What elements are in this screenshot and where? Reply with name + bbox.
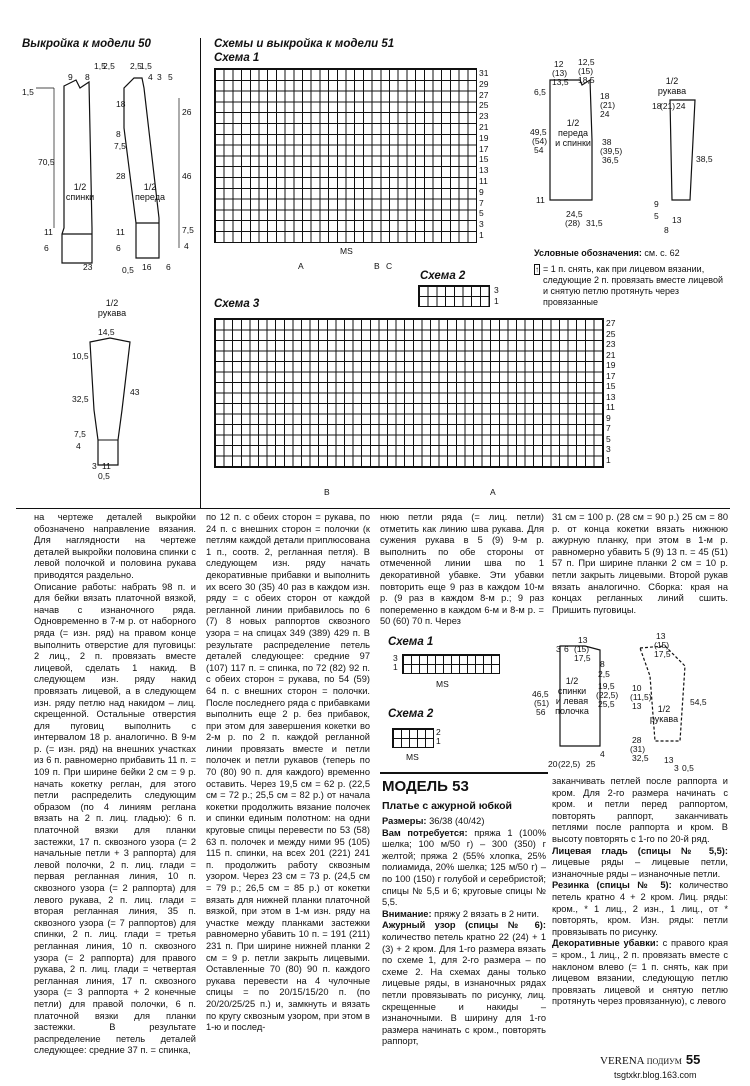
p50-dim-11b: 11 xyxy=(116,227,125,237)
s3-row: 21 xyxy=(606,349,616,360)
m53-dim-31: (31) xyxy=(630,744,646,754)
p50-dim-6c: 6 xyxy=(166,262,171,272)
p51-dim-18: 18 xyxy=(600,91,610,101)
m53-s2-row2: 2 xyxy=(436,727,441,737)
p51-dim-125: 12,5 xyxy=(578,57,595,67)
m53-dim-6: 6 xyxy=(564,644,569,654)
p50-sleeve-4: 4 xyxy=(76,441,81,451)
p50-dim-05: 0,5 xyxy=(122,265,134,275)
m53-dim-545: 54,5 xyxy=(690,697,707,707)
m53-s1-ms: MS xyxy=(436,679,449,689)
m53-dim-255: 25,5 xyxy=(598,699,615,709)
p50-dim-top-9: 9 xyxy=(68,72,73,82)
m53-dim-13d: 13 xyxy=(664,755,674,765)
scheme1-row-numbers xyxy=(479,68,488,241)
s1-row: 11 xyxy=(479,175,488,186)
p50-dim-6b: 6 xyxy=(116,243,121,253)
p51-dim-54a: (54) xyxy=(532,136,548,146)
p50-dim-top-25a: 2,5 xyxy=(103,61,115,71)
p51-dim-28: (28) xyxy=(565,218,581,228)
m53-c1-h1: Вам потребуется: xyxy=(382,827,468,838)
m53-dim-225: (22,5) xyxy=(596,690,619,700)
p50-sleeve-43: 43 xyxy=(130,387,140,397)
p51-dim-135: 13,5 xyxy=(552,77,569,87)
text-column-2 xyxy=(206,512,370,1034)
m53-dim-4: 4 xyxy=(600,749,605,759)
s3-row: 3 xyxy=(606,444,611,454)
p50-back-label: 1/2 спинки xyxy=(65,182,95,202)
p50-dim-75b: 7,5 xyxy=(182,225,194,235)
s3-row: 7 xyxy=(606,423,611,433)
m53-dim-3b: 3 xyxy=(674,763,679,773)
text-column-1 xyxy=(34,512,196,1057)
p50-sleeve-05: 0,5 xyxy=(98,471,110,481)
m53-s1-row3: 3 xyxy=(393,653,398,663)
m53-dim-51: (51) xyxy=(534,698,550,708)
p50-dim-4: 4 xyxy=(184,241,189,251)
footer xyxy=(600,1052,700,1067)
p50-dim-top-15a: 1,5 xyxy=(94,61,106,71)
scheme2-title: Схема 2 xyxy=(420,270,466,282)
p50-dim-top-4: 4 xyxy=(148,72,153,82)
p50-dim-15: 1,5 xyxy=(22,87,34,97)
s3-row: 15 xyxy=(606,381,616,391)
p51-dim-365: 36,5 xyxy=(602,155,619,165)
p51-dim-sl21: (21) xyxy=(660,101,676,111)
scheme1-mark-c: C xyxy=(386,261,393,271)
p51-dim-11: 11 xyxy=(536,195,545,205)
p51-dim-245: 24,5 xyxy=(566,209,583,219)
p50-front-label: 1/2 переда xyxy=(135,182,165,202)
m53-s2-ms: MS xyxy=(406,752,419,762)
p50-sleeve-3: 3 xyxy=(92,461,97,471)
p50-sleeve-title: 1/2 рукава xyxy=(97,298,127,318)
col2-paragraph: по 12 п. с обеих сторон = рукава, по 24 п. с внешних сторон = полочки (к петлям каждой детали приплюсована 1 п., соотв. 2, регланная петля). В следующем изн. ряду начать декоративные прибавки и выполнить их всего 30 (35) 40 раз в каждом изн. ряду = с обеих сторон от каждой регланной линии прибавилось по 6 (7) 8 новых раппортов сквозного узора = на спицах 349 (389) 429 п. В результате распределение петель деталей следующее: средние 97 (107) 117 п. = спинка, по 72 (82) 92 п. с обеих сторон = рукава, по 54 (59) 64 п. с внешних сторон = полочки. После последнего ряда с прибавками выполнить еще 2 р. без прибавок, при этом для завершения кокетки во 2-м р. по 2 п. каждой регланной линии провязать вместе и петли полочек и петли рукавов (теперь по 70 (80) 90 п. для каждого) временно оставить. Через 19,5 см = 62 р. (22,5 см = 72 р.; 25,5 см = 82 р.) от начала кокетки продолжить вязание полочек и спинки единым полотном: на одни круговые спицы перевести по 53 (58) 63 п. полочек и между ними 95 (105) 115 п. спинки, на всех 201 (221) 241 п. продолжить работу сквозным узором. Через 23 см = 73 р. (24,5 см = 79 р.; 26,5 см = 85 р.) от кокетки вязать для нижней планки платочной вязкой, при этом в 1-м изн. ряду на участке между планками застежки равномерно убавить 10 п. = 191 (211) 231 п. При ширине нижней планки 2 см = 9 р. петли закрыть лицевыми. Оставленные 70 (80) 90 п. каждого рукава перевести на 4 чулочные спицы = по 20/15/15/20 п. (по 20/20/25/25 п.) и, замкнуть и вязать по кругу сквозным узором, при этом в 1-ю и послед- xyxy=(206,512,370,1033)
p51-dim-13: (13) xyxy=(552,68,568,78)
scheme1-mark-b: B xyxy=(374,261,380,271)
col4-paragraph: 31 см = 100 р. (28 см = 90 р.) 25 см = 80 р. от конца кокетки вязать нижнюю ажурную планку, при этом в 1-м р. равномерно убавить 5 (9) 13 п. = 45 (51) 57 п. При ширине планки 2 см = 10 р. петли закрыть лицевыми. Второй рукав вязать аналогично. Сборка: края на концах регланных линий сшить. Пришить пуговицы. xyxy=(552,512,728,615)
s3-row: 25 xyxy=(606,328,616,339)
m53-dim-13b: 13 xyxy=(656,631,666,641)
s1-row: 17 xyxy=(479,143,489,154)
s3-row: 23 xyxy=(606,339,616,349)
model53-col2 xyxy=(552,776,728,1008)
m53-dim-25: 2,5 xyxy=(598,669,610,679)
scheme1-title: Схема 1 xyxy=(214,52,260,64)
pattern51-title: Схемы и выкройка к модели 51 xyxy=(214,38,395,50)
m53-dim-3: 3 xyxy=(556,644,561,654)
m53-c2-t2: количество петель кратно 4 + 2 кром. Лиц. ряды: кром., * 1 лиц., 2 изн., 1 лиц., от * повторять, кром. Изн. ряды: петли провязывать по рисунку. xyxy=(552,880,728,937)
m53-scheme1-grid xyxy=(402,654,500,674)
m53-c2-t0: заканчивать петлей после раппорта и кром. Для 2-го размера начинать с кром. и петли перед раппортом, повторять раппорт, заканчивать петлями после раппорта и кром. В высоту повторять с 1-го по 20-й ряд. xyxy=(552,776,728,844)
legend-ref: см. с. 62 xyxy=(644,248,680,258)
m53-dim-20: 20 xyxy=(548,759,558,769)
s3-row: 27 xyxy=(606,318,616,328)
scheme2-grid xyxy=(418,285,490,307)
m53-scheme1-title: Схема 1 xyxy=(388,636,434,648)
m53-dim-225b: (22,5) xyxy=(558,759,581,769)
model53-title-rule xyxy=(380,772,548,774)
footer-url: tsgtxkr.blog.163.com xyxy=(614,1070,697,1080)
m53-dim-25b: 25 xyxy=(586,759,596,769)
legend-symbol-icon: ↑ xyxy=(535,265,539,274)
text-column-4 xyxy=(552,512,728,616)
m53-dim-115: (11,5) xyxy=(630,692,652,702)
scheme3-mark-b: B xyxy=(324,487,330,497)
p51-dim-9: 9 xyxy=(654,199,659,209)
pattern50-diagram xyxy=(14,58,200,278)
pattern50-title: Выкройка к модели 50 xyxy=(22,38,151,50)
p50-dim-18: 18 xyxy=(116,99,126,109)
s1-row: 13 xyxy=(479,165,489,176)
p51-dim-38: 38 xyxy=(602,137,612,147)
p51-piece-label: 1/2 переда и спинки xyxy=(555,118,591,148)
m53-dim-13c: 13 xyxy=(632,701,642,711)
m53-dim-15b: (15) xyxy=(654,640,670,650)
m53-dim-56: 56 xyxy=(536,707,546,717)
p50-sleeve-105: 10,5 xyxy=(72,351,89,361)
p51-dim-395: (39,5) xyxy=(600,146,623,156)
p51-dim-24: 24 xyxy=(600,109,610,119)
m53-dim-465: 46,5 xyxy=(532,689,549,699)
p51-dim-185: 18,5 xyxy=(578,75,595,85)
m53-piece-label: 1/2 спинки и левая полочка xyxy=(555,676,589,716)
s3-row: 19 xyxy=(606,360,616,370)
m53-c1-h2: Внимание: xyxy=(382,908,432,919)
m53-scheme2-title: Схема 2 xyxy=(388,708,434,720)
s1-row: 29 xyxy=(479,78,489,89)
s1-row: 27 xyxy=(479,89,489,100)
p51-dim-sl18: 18 xyxy=(652,101,662,111)
s1-row: 19 xyxy=(479,132,489,143)
p50-sleeve-145: 14,5 xyxy=(98,327,115,337)
p51-dim-5: 5 xyxy=(654,211,659,221)
s1-row: 1 xyxy=(479,229,484,240)
scheme2-row-1: 1 xyxy=(494,296,499,306)
p50-dim-28: 28 xyxy=(116,171,126,181)
p51-dim-315: 31,5 xyxy=(586,218,603,228)
legend-text: = 1 п. снять, как при лицевом вязании, следующие 2 п. провязать вместе лицевой и снятую петлю протянуть через провязанные xyxy=(543,264,724,307)
m53-c2-t3: с правого края = кром., 1 лиц., 2 п. провязать вместе с наклоном влево (= 1 п. снять, как при лицевом вязании, следующую петлю провязать лицевой и снятую петлю протянуть через провязанную), с левого xyxy=(552,938,728,1007)
p51-dim-sl24: 24 xyxy=(676,101,686,111)
col1-paragraph-2: Описание работы: набрать 98 п. и для бейки вязать платочной вязкой, начав с изнаночного ряда. Одновременно в 7-м р. от наборного ряда (= изн. ряд) на правом конце выполнить отверстие для пуговицы: 2 лиц., 2 п. провязать вместе лицевой, сделать 1 накид. В следующем изн. ряду накид провязать лицевой, а в следующем изн. ряду петлю над накидом – лиц. скрещенной. Остальные отверстия для пуговиц выполнить с интервалом 18 р. аналогично. В 9-м р. (= изн. ряд) на внешних участках из 6 п. равномерно прибавить 11 п. = 109 п. При ширине бейки 2 см = 9 р. начать кокетку реглан, для этого петли распределить следующим образом (по 4 линиям реглана вязать на 2 п. лиц. гладью): 6 п. платочной вязки для планки застежки, 17 п. сквозного узора (= 2 начальные петли + 3 раппорта) для левой полочки, 2 п. лиц. глади = первая регланная линия, 10 п. сквозного узора (= 2 раппорта) для левого рукава, 2 п. лиц. глади = вторая регланная линия, 35 п. сквозного узора (= 7 раппортов) для спинки, 2 п. лиц. глади = третья регланная линия, 10 п. сквозного узора (= 2 раппорта) для правого рукава, 2 п. лиц. глади = четвертая регланная линия, 17 п. сквозного узора (= 3 раппорта + 2 конечные петли) для правой полочки, 6 п. платочной вязки для планки застежки. В результате распределение петель деталей следующее: средние 37 п. = спинка, xyxy=(34,581,196,1056)
p50-sleeve-75: 7,5 xyxy=(74,429,86,439)
m53-dim-175b: 17,5 xyxy=(654,649,671,659)
scheme3-grid xyxy=(214,318,604,468)
p50-dim-6a: 6 xyxy=(44,243,49,253)
s1-row: 15 xyxy=(479,154,489,165)
m53-dim-195: 19,5 xyxy=(598,681,615,691)
m53-dim-28: 28 xyxy=(632,735,642,745)
m53-dim-175a: 17,5 xyxy=(574,653,591,663)
legend-title: Условные обозначения: xyxy=(534,248,642,258)
s1-row: 9 xyxy=(479,186,484,197)
m53-c1-t1: пряжа 1 (100% шелка; 100 м/50 г) – 300 (350) г желтой; пряжа 2 (55% хлопка, 25% полиамида, 20% шелка; 125 м/50 г) – по 100 (150) г голубой и серебристой; спицы № 5,5 и 6; круговые спицы № 5,5. xyxy=(382,827,546,908)
p50-sleeve-325: 32,5 xyxy=(72,394,89,404)
m53-scheme2-grid xyxy=(392,728,434,748)
m53-dim-13a: 13 xyxy=(578,635,588,645)
m53-c1-t2: пряжу 2 вязать в 2 нити. xyxy=(434,908,540,919)
p51-dim-12: 12 xyxy=(554,59,564,69)
footer-page: 55 xyxy=(685,1052,701,1067)
m53-c1-t3: количество петель кратно 22 (24) + 1 (3) + 2 кром. Для 1-го размера вязать по схеме 1, для 2-го размера – по схеме 2. На схемах даны только лицевые ряды, в изнаночных рядах петли провязывать по рисунку, лиц. скрещенные и накиды – изнаночными. В ширину для 1-го размера начинать с кром., повторять раппорт, xyxy=(382,931,546,1047)
s1-row: 3 xyxy=(479,219,484,230)
p50-sleeve-11: 11 xyxy=(102,461,111,471)
m53-dim-8: 8 xyxy=(600,659,605,669)
s1-row: 25 xyxy=(479,100,489,111)
model53-col1 xyxy=(382,816,546,1048)
s1-row: 31 xyxy=(479,68,489,78)
m53-c2-h2: Резинка (спицы № 5): xyxy=(552,880,672,891)
legend xyxy=(534,248,730,308)
model53-subtitle: Платье с ажурной юбкой xyxy=(382,800,512,812)
p51-sleeve-label: 1/2 рукава xyxy=(657,76,687,96)
m53-c2-h1: Лицевая гладь (спицы № 5,5): xyxy=(552,845,728,856)
p50-dim-11a: 11 xyxy=(44,227,53,237)
m53-s2-row1: 1 xyxy=(436,736,441,746)
s1-row: 23 xyxy=(479,111,489,122)
m53-sleeve-label: 1/2 рукава xyxy=(649,704,679,724)
m53-c1-t0: 36/38 (40/42) xyxy=(429,816,485,826)
p51-dim-21: (21) xyxy=(600,100,616,110)
p50-dim-top-15b: 1,5 xyxy=(140,61,152,71)
s1-row: 21 xyxy=(479,121,489,132)
text-column-3 xyxy=(380,512,544,628)
model53-title: МОДЕЛЬ 53 xyxy=(382,778,469,795)
scheme3-title: Схема 3 xyxy=(214,298,260,310)
p50-dim-23: 23 xyxy=(83,262,93,272)
p50-dim-top-25b: 2,5 xyxy=(130,61,142,71)
scheme1-mark-a: A xyxy=(298,261,304,271)
s3-row: 5 xyxy=(606,433,611,444)
scheme3-mark-a: A xyxy=(490,487,496,497)
s3-row: 11 xyxy=(606,402,615,412)
m53-dim-325: 32,5 xyxy=(632,753,649,763)
s1-row: 7 xyxy=(479,197,484,208)
footer-brand: VERENA подиум xyxy=(600,1055,682,1067)
s1-row: 5 xyxy=(479,208,484,219)
m53-c2-t1: лицевые ряды – лицевые петли, изнаночные ряды – изнаночные петли. xyxy=(552,857,728,879)
horizontal-divider xyxy=(16,508,730,509)
p50-dim-705: 70,5 xyxy=(38,157,55,167)
p51-dim-8: 8 xyxy=(664,225,669,235)
p50-dim-16: 16 xyxy=(142,262,152,272)
scheme2-row-3: 3 xyxy=(494,285,499,295)
scheme1-grid xyxy=(214,68,477,243)
s3-row: 1 xyxy=(606,454,611,465)
m53-c2-h3: Декоративные убавки: xyxy=(552,938,659,949)
p50-dim-top-5: 5 xyxy=(168,72,173,82)
p51-dim-385: 38,5 xyxy=(696,154,713,164)
m53-dim-05: 0,5 xyxy=(682,763,694,773)
scheme3-row-numbers xyxy=(606,318,615,465)
col3-paragraph: нюю петли ряда (= лиц. петли) отметить как линию шва рукава. Для сужения рукава в 5 (9) 9-м р. выполнить по обе стороны от отмеченной линии шва по 1 декоративной убавке. Эти убавки повторить еще 9 раз в каждом 10-м р. (9 раз в каждом 8-м р.; 9 раз попеременно в каждом 6-м и 8-м р. = 50 (60) 70 п. Через xyxy=(380,512,544,627)
s3-row: 9 xyxy=(606,412,611,423)
s3-row: 13 xyxy=(606,391,616,402)
p51-dim-54b: 54 xyxy=(534,145,544,155)
p51-dim-495: 49,5 xyxy=(530,127,547,137)
col1-paragraph-1: на чертеже деталей выкройки обозначено направление вязания. Для наглядности на чертеже деталей выкройки половина спинки с левой полочкой и половина рукава приводятся раздельно. xyxy=(34,512,196,580)
scheme1-ms: MS xyxy=(340,246,353,256)
p51-dim-13: 13 xyxy=(672,215,682,225)
m53-s1-row1: 1 xyxy=(393,662,398,672)
p51-dim-65: 6,5 xyxy=(534,87,546,97)
m53-dim-15a: (15) xyxy=(574,644,590,654)
m53-c1-h0: Размеры: xyxy=(382,816,427,826)
vertical-divider xyxy=(200,38,201,508)
p50-dim-top-8: 8 xyxy=(85,72,90,82)
p50-dim-26: 26 xyxy=(182,107,192,117)
s3-row: 17 xyxy=(606,370,616,381)
m53-dim-10: 10 xyxy=(632,683,642,693)
p50-dim-75a: 7,5 xyxy=(114,141,126,151)
p51-dim-15: (15) xyxy=(578,66,594,76)
p50-dim-46: 46 xyxy=(182,171,192,181)
p50-dim-top-3: 3 xyxy=(157,72,162,82)
p50-dim-8: 8 xyxy=(116,129,121,139)
m53-c1-h3: Ажурный узор (спицы № 6): xyxy=(382,920,546,931)
